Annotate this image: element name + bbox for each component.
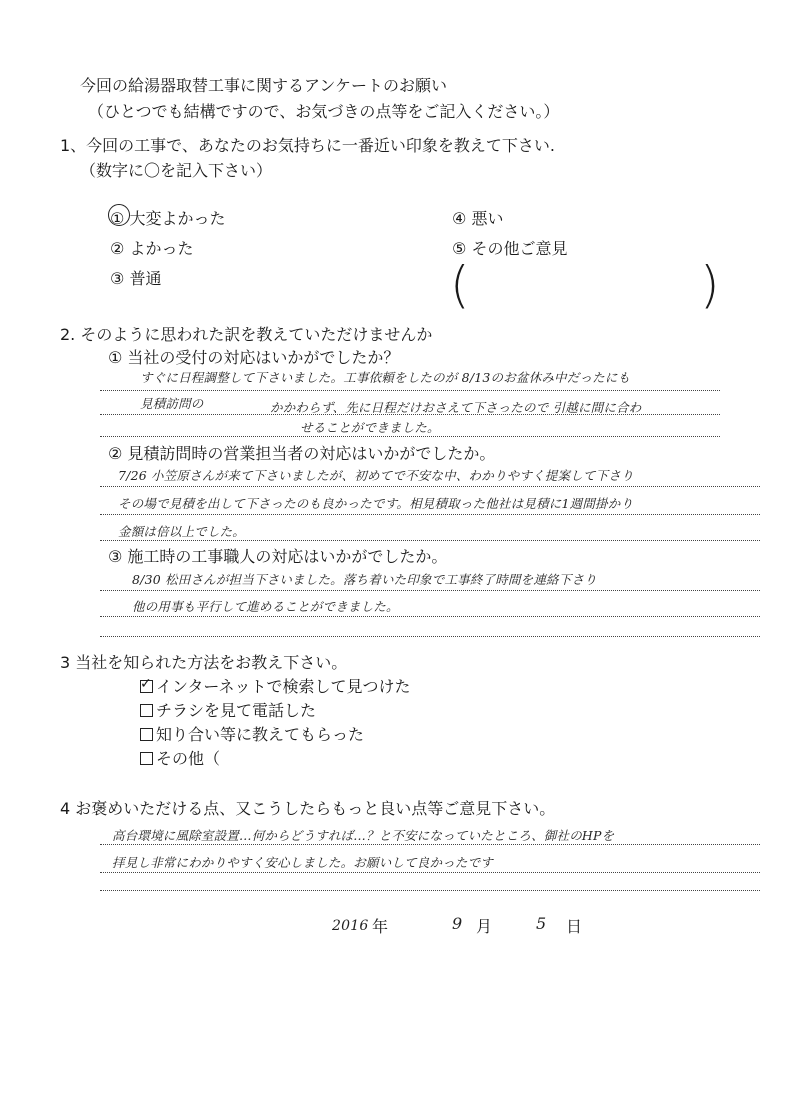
q3-option-internet[interactable] (140, 674, 411, 697)
answer-rule (100, 890, 760, 891)
date-month: 9 (452, 914, 463, 933)
q2-sub3-answer-line2: 他の用事も平行して進めることができました。 (132, 599, 399, 614)
q3-question: 3 当社を知られた方法をお教え下さい。 (60, 653, 348, 672)
q2-sub3-answer-line1: 8/30 松田さんが担当下さいました。落ち着いた印象で工事終了時間を連絡下さり (132, 572, 597, 587)
q3-option-flyer[interactable] (140, 698, 316, 721)
q1-question: 1、今回の工事で、あなたのお気持ちに一番近い印象を教えて下さい. (60, 136, 555, 155)
q1-option-2[interactable] (110, 236, 193, 259)
q3-option-internet-label: インターネットで検索して見つけた (156, 677, 411, 696)
q1-option-4[interactable] (452, 206, 503, 229)
q4-answer-line1: 高台環境に風除室設置…何からどうすれば…？と不安になっていたところ、御社のHPを (112, 828, 615, 843)
q2-sub1-label: ① 当社の受付の対応はいかがでしたか？ (108, 348, 400, 367)
q1-option-3-label: 普通 (129, 269, 162, 288)
checkbox-icon[interactable] (140, 752, 153, 765)
date-year: 2016 (332, 918, 369, 934)
answer-rule (100, 436, 720, 437)
answer-rule (100, 390, 720, 391)
q4-question: 4 お褒めいただける点、又こうしたらもっと良い点等ご意見下さい。 (60, 799, 556, 818)
q3-option-other-label: その他（ (156, 749, 221, 768)
answer-rule (100, 844, 760, 845)
checkbox-icon[interactable] (140, 704, 153, 717)
q1-option-3-number: ③ (110, 269, 125, 288)
q2-sub1-answer-line2b: かかわらず、先に日程だけおさえて下さったので 引越に間に合わ (270, 400, 642, 415)
q1-option-4-number: ④ (452, 209, 467, 228)
q3-option-flyer-label: チラシを見て電話した (156, 701, 317, 720)
q1-option-4-label: 悪い (471, 209, 504, 228)
q1-option-5-label: その他ご意見 (471, 239, 568, 258)
answer-rule (100, 514, 760, 515)
date-year-label: 年 (372, 917, 389, 936)
answer-rule (100, 872, 760, 873)
q1-option-2-label: よかった (129, 239, 194, 258)
q2-sub2-label: ② 見積訪問時の営業担当者の対応はいかがでしたか。 (108, 444, 496, 463)
answer-rule (100, 636, 760, 637)
q2-sub1-answer-line2a: 見積訪問の (140, 396, 204, 411)
q2-sub1-answer-line1: すぐに日程調整して下さいました。工事依頼をしたのが 8/13のお盆休み中だったにも (140, 370, 631, 385)
q2-question: 2. そのように思われた訳を教えていただけませんか (60, 325, 433, 344)
answer-rule (100, 540, 760, 541)
q1-other-paren-open: ( (450, 256, 470, 314)
checkbox-icon[interactable] (140, 728, 153, 741)
answer-rule (100, 590, 760, 591)
q1-option-5-number: ⑤ (452, 239, 467, 258)
q2-sub3-label: ③ 施工時の工事職人の対応はいかがでしたか。 (108, 547, 448, 566)
q1-instruction: （数字に〇を記入下さい） (80, 161, 273, 180)
q1-other-paren-close: ) (700, 256, 720, 314)
q4-answer-line2: 拝見し非常にわかりやすく安心しました。お願いして良かったです (112, 855, 494, 870)
answer-rule (100, 486, 760, 487)
answer-rule (100, 414, 720, 415)
q2-sub2-answer-line3: 金額は倍以上でした。 (118, 524, 246, 539)
survey-subtitle: （ひとつでも結構ですので、お気づきの点等をご記入ください。） (88, 102, 560, 121)
survey-title: 今回の給湯器取替工事に関するアンケートのお願い (80, 76, 448, 95)
date-day: 5 (536, 914, 547, 933)
q1-option-2-number: ② (110, 239, 125, 258)
q2-sub2-answer-line2: その場で見積を出して下さったのも良かったです。相見積取った他社は見積に1週間掛かり (118, 496, 634, 511)
q3-option-other[interactable] (140, 746, 220, 769)
q1-option-3[interactable] (110, 266, 161, 289)
q2-sub2-answer-line1: 7/26 小笠原さんが来て下さいましたが、初めてで不安な中、わかりやすく提案して下さり (118, 468, 634, 483)
q2-sub1-answer-line3: せることができました。 (300, 420, 440, 435)
answer-rule (100, 616, 760, 617)
q3-option-acquaintance[interactable] (140, 722, 364, 745)
checkbox-checked-icon[interactable] (140, 680, 153, 693)
q1-option-1-number: ① (110, 209, 125, 228)
q3-option-acquaintance-label: 知り合い等に教えてもらった (156, 725, 365, 744)
q1-option-1-label: 大変よかった (129, 209, 226, 228)
date-month-label: 月 (476, 917, 493, 936)
q1-option-1[interactable] (110, 206, 225, 229)
date-day-label: 日 (566, 917, 583, 936)
